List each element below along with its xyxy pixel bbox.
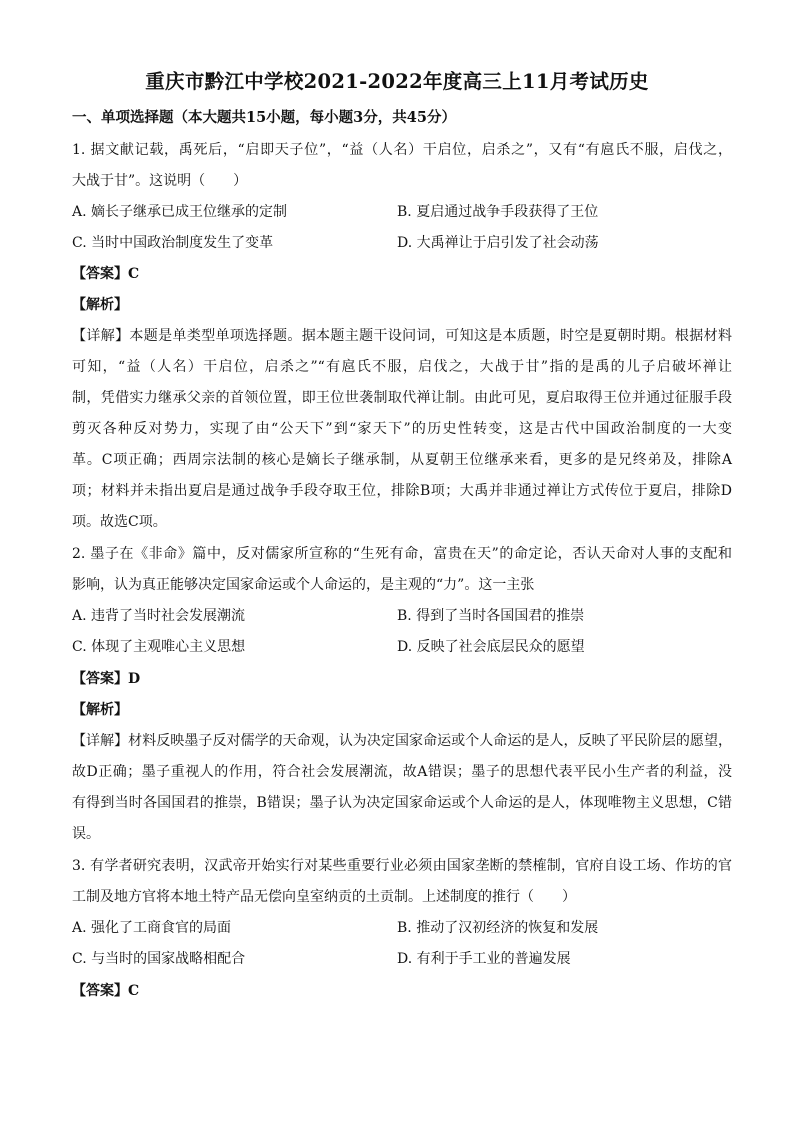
q1-option-c: C. 当时中国政治制度发生了变革 — [72, 235, 274, 251]
q1-detail-line-2: 可知，“益（人名）干启位，启杀之”“有扈氏不服，启伐之，大战于甘”指的是禹的儿子启破坏禅让 — [72, 359, 732, 375]
q2-detail-line-2: 故D正确；墨子重视人的作用，符合社会发展潮流，故A错误；墨子的思想代表平民小生产者的利益，没 — [72, 764, 732, 780]
q2-detail-line-3: 有得到当时各国国君的推崇，B错误；墨子认为决定国家命运或个人命运的是人，体现唯物主义思想，C错 — [72, 795, 732, 811]
q2-option-a: A. 违背了当时社会发展潮流 — [72, 608, 246, 624]
q1-analysis-label: 【解析】 — [72, 297, 128, 313]
q3-option-b: B. 推动了汉初经济的恢复和发展 — [397, 920, 599, 936]
q1-detail-line-5: 革。C项正确；西周宗法制的核心是嫡长子继承制，从夏朝王位继承来看，更多的是兄终弟及，排除A — [72, 452, 732, 468]
q1-answer: 【答案】C — [72, 266, 140, 282]
q2-stem-line-2: 影响，认为真正能够决定国家命运或个人命运的，是主观的“力”。这一主张 — [72, 577, 535, 593]
q1-stem-line-1: 1. 据文献记载，禹死后，“启即天子位”，“益（人名）干启位，启杀之”，又有“有扈氏不服，启伐之， — [72, 142, 732, 158]
q2-option-b: B. 得到了当时各国国君的推崇 — [397, 608, 585, 624]
q2-stem-line-1: 2. 墨子在《非命》篇中，反对儒家所宣称的“生死有命，富贵在天”的命定论，否认天命对人事的支配和 — [72, 546, 732, 562]
page-title: 重庆市黔江中学校2021-2022年度高三上11月考试历史 — [145, 70, 649, 93]
q3-stem-line-1: 3. 有学者研究表明，汉武帝开始实行对某些重要行业必须由国家垄断的禁榷制，官府自设工场、作坊的官 — [72, 858, 732, 874]
q3-option-a: A. 强化了工商食官的局面 — [72, 920, 232, 936]
q1-detail-line-6: 项；材料并未指出夏启是通过战争手段夺取王位，排除B项；大禹并非通过禅让方式传位于夏启，排除D — [72, 483, 732, 499]
q2-answer: 【答案】D — [72, 671, 141, 687]
q1-option-b: B. 夏启通过战争手段获得了王位 — [397, 204, 599, 220]
q2-option-d: D. 反映了社会底层民众的愿望 — [397, 639, 585, 655]
q2-option-c: C. 体现了主观唯心主义思想 — [72, 639, 246, 655]
q3-answer: 【答案】C — [72, 983, 140, 999]
q1-option-d: D. 大禹禅让于启引发了社会动荡 — [397, 235, 599, 251]
q1-option-a: A. 嫡长子继承已成王位继承的定制 — [72, 204, 288, 220]
q1-detail-line-1: 【详解】本题是单类型单项选择题。据本题主题干设问词，可知这是本质题，时空是夏朝时期。根据材料 — [72, 328, 732, 344]
q1-detail-line-7: 项。故选C项。 — [72, 514, 167, 530]
q1-stem-line-2: 大战于甘”。这说明（ ） — [72, 173, 248, 189]
q2-detail-line-1: 【详解】材料反映墨子反对儒学的天命观，认为决定国家命运或个人命运的是人，反映了平民阶层的愿望， — [72, 733, 732, 749]
q3-stem-line-2: 工制及地方官将本地土特产品无偿向皇室纳贡的土贡制。上述制度的推行（ ） — [72, 889, 576, 905]
section-heading: 一、单项选择题（本大题共15小题，每小题3分，共45分） — [72, 109, 456, 126]
q3-option-c: C. 与当时的国家战略相配合 — [72, 951, 246, 967]
q2-detail-line-4: 误。 — [72, 826, 100, 842]
q1-detail-line-3: 制，凭借实力继承父亲的首领位置，即王位世袭制取代禅让制。由此可见，夏启取得王位并通过征服手段 — [72, 390, 732, 406]
q3-option-d: D. 有利于手工业的普遍发展 — [397, 951, 571, 967]
q2-analysis-label: 【解析】 — [72, 702, 128, 718]
q1-detail-line-4: 剪灭各种反对势力，实现了由“公天下”到“家天下”的历史性转变，这是古代中国政治制度的一大变 — [72, 421, 732, 437]
